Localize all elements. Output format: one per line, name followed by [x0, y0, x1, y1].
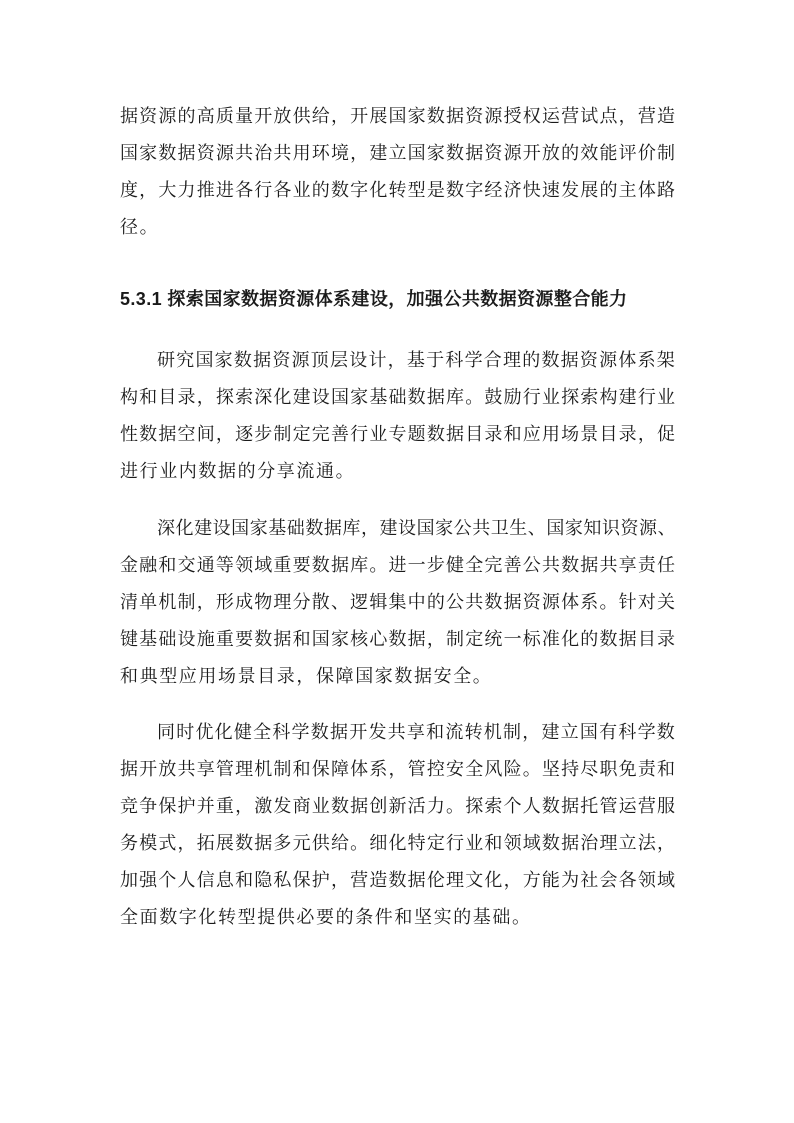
- paragraph-line: 务模式，拓展数据多元供给。细化特定行业和领域数据治理立法，: [120, 833, 676, 854]
- paragraph-line: 同时优化健全科学数据开发共享和流转机制，建立国有科学数: [157, 722, 676, 743]
- paragraph-line: 加强个人信息和隐私保护，营造数据伦理文化，方能为社会各领域: [120, 870, 676, 891]
- paragraph-line: 径。: [120, 217, 160, 238]
- paragraph-line: 金融和交通等领域重要数据库。进一步健全完善公共数据共享责任: [120, 555, 676, 576]
- section-paragraph-3: [120, 714, 676, 936]
- intro-paragraph: [120, 98, 676, 246]
- paragraph-line: 据开放共享管理机制和保障体系，管控安全风险。坚持尽职免责和: [120, 759, 676, 780]
- paragraph-line: 深化建设国家基础数据库，建设国家公共卫生、国家知识资源、: [157, 518, 676, 539]
- paragraph-line: 清单机制，形成物理分散、逻辑集中的公共数据资源体系。针对关: [120, 592, 676, 613]
- paragraph-line: 度，大力推进各行各业的数字化转型是数字经济快速发展的主体路: [120, 180, 676, 201]
- paragraph-line: 国家数据资源共治共用环境，建立国家数据资源开放的效能评价制: [120, 143, 676, 164]
- paragraph-line: 构和目录，探索深化建设国家基础数据库。鼓励行业探索构建行业: [120, 387, 676, 408]
- paragraph-line: 进行业内数据的分享流通。: [120, 461, 356, 482]
- paragraph-line: 性数据空间，逐步制定完善行业专题数据目录和应用场景目录，促: [120, 424, 676, 445]
- section-paragraph-1: [120, 342, 676, 490]
- paragraph-line: 竞争保护并重，激发商业数据创新活力。探索个人数据托管运营服: [120, 796, 676, 817]
- paragraph-line: 据资源的高质量开放供给，开展国家数据资源授权运营试点，营造: [120, 106, 676, 127]
- section-paragraph-2: [120, 510, 676, 695]
- paragraph-line: 键基础设施重要数据和国家核心数据，制定统一标准化的数据目录: [120, 629, 676, 650]
- paragraph-line: 研究国家数据资源顶层设计，基于科学合理的数据资源体系架: [157, 350, 676, 371]
- paragraph-line: 和典型应用场景目录，保障国家数据安全。: [120, 666, 493, 687]
- paragraph-line: 全面数字化转型提供必要的条件和坚实的基础。: [120, 907, 532, 928]
- section-heading: 5.3.1 探索国家数据资源体系建设，加强公共数据资源整合能力: [120, 289, 628, 309]
